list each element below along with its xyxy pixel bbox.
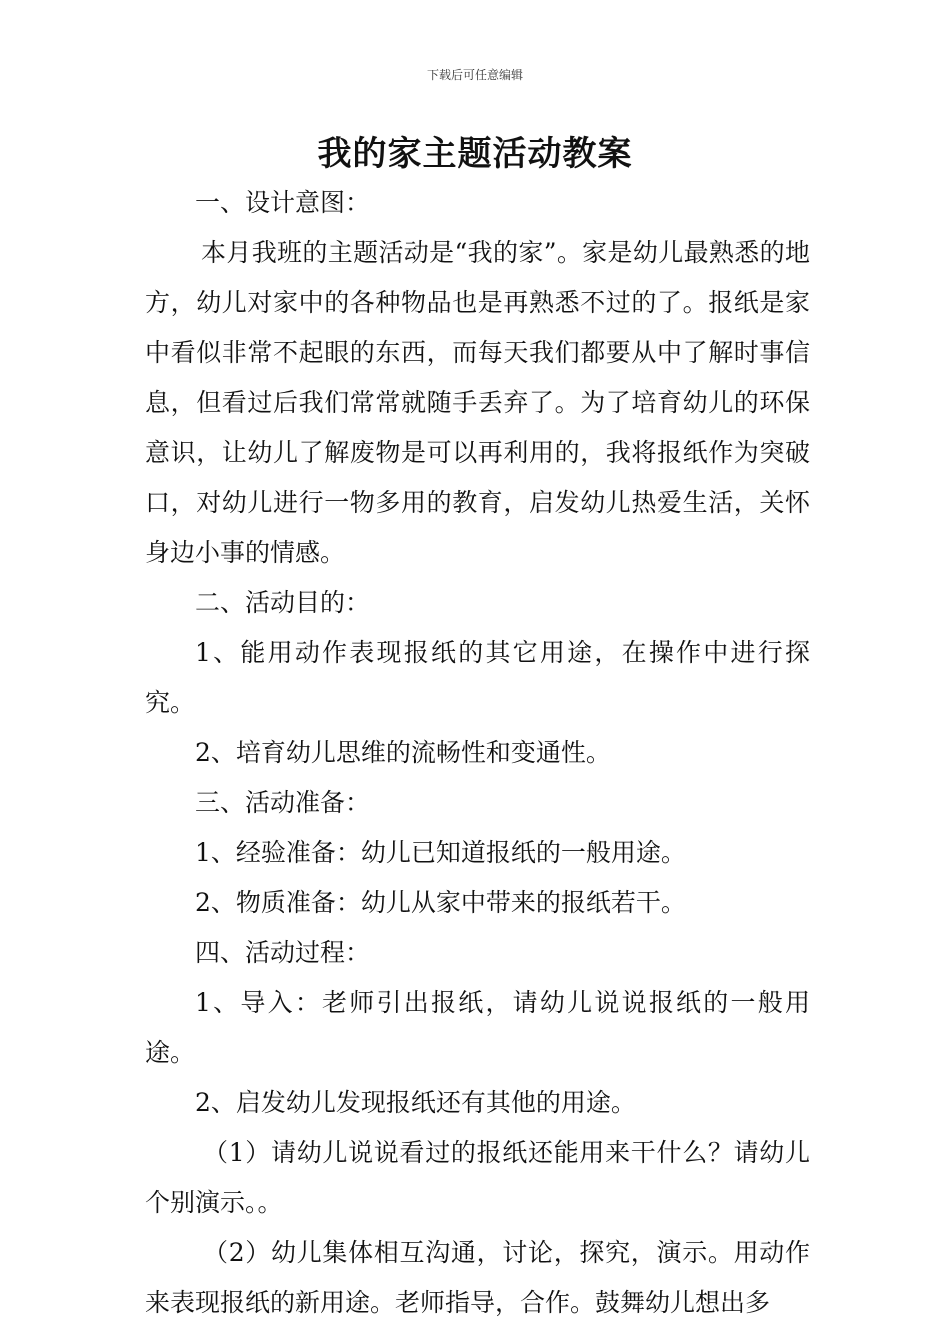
header-note: 下载后可任意编辑 [426, 68, 523, 82]
section-heading-design: 一、设计意图： [195, 188, 371, 217]
paragraph-design-intent: 本月我班的主题活动是“我的家”。家是幼儿最熟悉的地方，幼儿对家中的各种物品也是再熟悉不过的了。报纸是家中看似非常不起眼的东西，而每天我们都要从中了解时事信息，但看过后我们常常就随手丢弃了。为了培育幼儿的环保意识，让幼儿了解废物是可以再利用的，我将报纸作为突破口，对幼儿进行一物多用的教育，启发幼儿热爱生活，关怀身边小事的情感。 [145, 238, 810, 567]
list-item-prep-1: 1、经验准备：幼儿已知道报纸的一般用途。 [195, 838, 686, 867]
section-heading-preparation: 三、活动准备： [195, 788, 371, 817]
section-heading-goals: 二、活动目的： [195, 588, 371, 617]
sub-item-process-1: （1）请幼儿说说看过的报纸还能用来干什么？请幼儿个别演示。。 [145, 1138, 810, 1217]
list-item-prep-2: 2、物质准备：幼儿从家中带来的报纸若干。 [195, 888, 686, 917]
list-item-process-2: 2、启发幼儿发现报纸还有其他的用途。 [195, 1088, 636, 1117]
document-body [145, 178, 810, 1328]
section-heading-process: 四、活动过程： [195, 938, 371, 967]
list-item-goal-1: 1、能用动作表现报纸的其它用途，在操作中进行探究。 [145, 638, 810, 717]
list-item-process-1: 1、导入：老师引出报纸，请幼儿说说报纸的一般用途。 [145, 988, 810, 1067]
sub-item-process-2: （2）幼儿集体相互沟通，讨论，探究，演示。用动作来表现报纸的新用途。老师指导，合作。鼓舞幼儿想出多 [145, 1238, 810, 1317]
list-item-goal-2: 2、培育幼儿思维的流畅性和变通性。 [195, 738, 611, 767]
document-title: 我的家主题活动教案 [317, 134, 633, 174]
